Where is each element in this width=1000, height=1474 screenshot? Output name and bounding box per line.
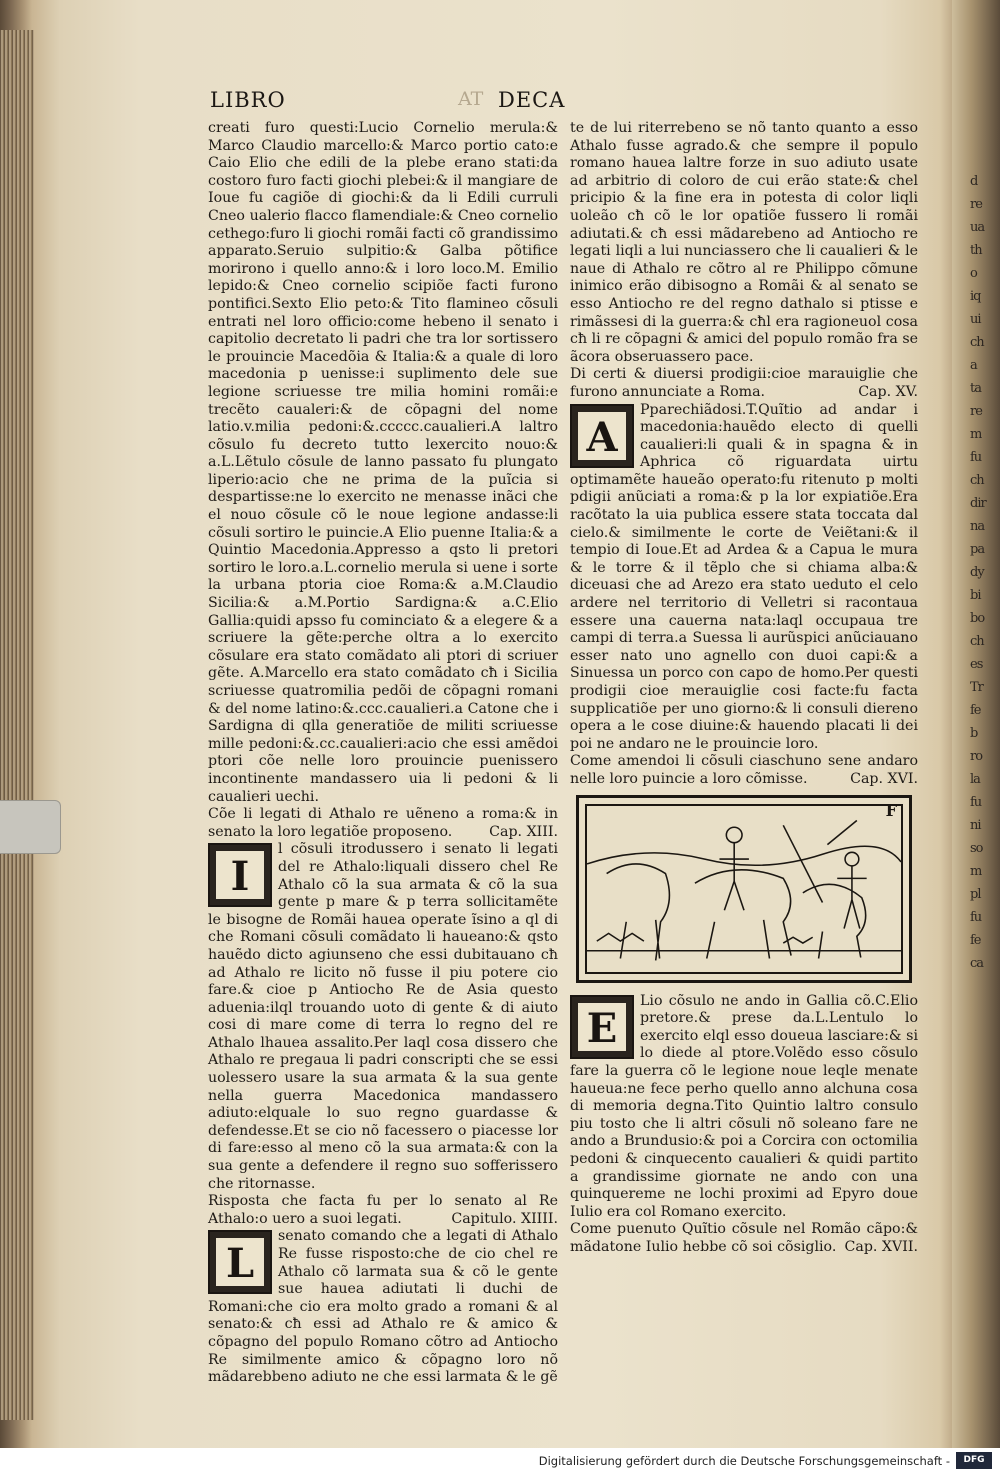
chapter-heading-text: Di certi & diuersi prodigii:cioe marauiglie che furono annunciate a Roma. bbox=[570, 366, 918, 400]
next-page-fragment: re bbox=[970, 404, 982, 419]
paragraph: Pparechiãdosi.T.Quĩtio ad andar i macedonia:hauẽdo electo di quelli caualieri:li quali & in spagna & in Aphrica cõ riguardata uirtu optimamẽte haueão operato:fu ritenuto p molti pdigii anũciati a roma:& p la lor expiatiõe.Era racõtato la uia publica essere stata toccata dal cielo.& similmente le corte de Veiẽtani:& il tempio di Ioue.Et ad Ardea & a Capua le mura & le torre & il tẽplo che si chiama alba:& diceuasi che ad Arezo era stato ueduto el celo ardere nel territorio di Velletri si racontaua essere una cauerna nata:laql occupaua tre campi di terra.a Suessa li aurũspici anũciauano esser nato uno agnello con duoi capi:& a Sinuessa un porco con capo de homo.Per questi prodigii cioe merauiglie cosi facte:fu facta supplicatiõe per uno giorno:& li consuli diereno opera a le cose diuine:& hauendo placati li dei poi ne andaro ne le prouincie loro. bbox=[570, 401, 918, 752]
next-page-fragment: so bbox=[970, 841, 983, 856]
next-page-fragment: re bbox=[970, 197, 982, 212]
header-show-through: AT bbox=[458, 88, 484, 110]
chapter-heading bbox=[570, 1221, 918, 1256]
next-page-fragment: bo bbox=[970, 611, 985, 626]
next-page-fragment: Tr bbox=[970, 680, 983, 695]
next-page-fragment: bi bbox=[970, 588, 981, 603]
next-page-fragment: fu bbox=[970, 910, 982, 925]
chapter-number: Cap. XVII. bbox=[844, 1238, 918, 1255]
chapter-heading bbox=[208, 806, 558, 841]
next-page-fragment: es bbox=[970, 657, 983, 672]
drop-cap bbox=[570, 995, 634, 1059]
drop-cap-letter: E bbox=[578, 1003, 626, 1051]
next-page-fragment: fu bbox=[970, 450, 982, 465]
dfg-logo: DFG bbox=[956, 1452, 992, 1469]
next-page-fragment: b bbox=[970, 726, 978, 741]
drop-cap-letter: L bbox=[216, 1238, 264, 1286]
right-column bbox=[570, 120, 918, 1256]
next-page-fragment: la bbox=[970, 772, 980, 787]
woodcut-letter: F bbox=[885, 800, 897, 820]
chapter-heading-text: Risposta che facta fu per lo senato al Re Athalo:o uero a suoi legati. bbox=[208, 1193, 558, 1227]
next-page-fragment: ua bbox=[970, 220, 985, 235]
drop-cap-letter: A bbox=[578, 412, 626, 460]
chapter-heading bbox=[570, 366, 918, 401]
next-page-fragments bbox=[970, 170, 998, 990]
next-page-fragment: ro bbox=[970, 749, 983, 764]
next-page-fragment: ni bbox=[970, 818, 981, 833]
next-page-fragment: dir bbox=[970, 496, 986, 511]
next-page-fragment: dy bbox=[970, 565, 984, 580]
footer-bar bbox=[0, 1448, 1000, 1474]
next-page-fragment: ca bbox=[970, 956, 984, 971]
drop-cap bbox=[570, 404, 634, 468]
chapter-number: Capitulo. XIIII. bbox=[451, 1210, 558, 1227]
page-edges-left bbox=[0, 30, 34, 1420]
next-page-fragment: pa bbox=[970, 542, 985, 557]
next-page-fragment: pl bbox=[970, 887, 981, 902]
next-page-fragment: fe bbox=[970, 933, 981, 948]
chapter-heading-text: Come amendoi li cõsuli ciaschuno sene andaro nelle loro puincie a loro cõmisse. bbox=[570, 753, 918, 787]
drop-cap bbox=[208, 1230, 272, 1294]
chapter-heading-text: Come puenuto Quĩtio cõsule nel Romão cãpo:& mãdatone Iulio hebbe cõ soi cõsiglio. bbox=[570, 1221, 918, 1255]
header-deca: DECA bbox=[498, 88, 566, 112]
paragraph: senato comando che a legati di Athalo Re fusse risposto:che de cio chel re Athalo cõ larmata sua & cõ le gente sue hauea adiutati li duchi de Romani:che cio era molto grado a romani & al senato:& cħ essi ad Athalo re & amico & cõpagno del populo Romano cõtro ad Antiocho Re similmente amico & cõpagno loro nõ mãdarebbeno adiuto ne che essi larmata & le gẽ bbox=[208, 1228, 558, 1386]
next-page-fragment: m bbox=[970, 427, 982, 442]
left-column bbox=[208, 120, 558, 1387]
next-page-fragment: fu bbox=[970, 795, 982, 810]
chapter-heading bbox=[570, 753, 918, 788]
bookmark-tab bbox=[0, 800, 61, 854]
woodcut-scene bbox=[585, 800, 903, 974]
drop-cap bbox=[208, 843, 272, 907]
footer-credit: Digitalisierung gefördert durch die Deutsche Forschungsgemeinschaft - bbox=[538, 1454, 950, 1468]
woodcut-illustration bbox=[576, 795, 912, 983]
chapter-number: Cap. XV. bbox=[858, 383, 918, 400]
next-page-fragment: a bbox=[970, 358, 977, 373]
next-page-fragment: fe bbox=[970, 703, 981, 718]
chapter-number: Cap. XIII. bbox=[489, 823, 558, 840]
chapter-heading-text: Cõe li legati di Athalo re uẽneno a roma:& in senato la loro legatiõe proposeno. bbox=[208, 806, 558, 840]
paragraph: l cõsuli itrodussero i senato li legati del re Athalo:liquali dissero chel Re Athalo cõ la sua armata & cõ la sua gente p mare & p terra sollicitamẽte le bisogne de Romãi hauea operate ĩsino a ql di che Romani cõsuli comãdato li haueano:& qsto hauẽdo dicto agiunseno che essi dubitauano cħ ad Athalo re licito nõ fusse il piu potere cio fare.& cioe p Antiocho Re de Asia questo aduenia:ilql trouando uoto di gente & di aiuto cosi di mare come di terra lo regno del re Athalo lhauea assalito.Per laql cosa dissero che Athalo re pregaua li padri conscripti che se essi uolessero usare la sua armata & la sua gente nella guerra Macedonica mandassero adiuto:elquale lo suo regno guardasse & defendesse.Et se cio nõ facessero o piacesse lor di fare:esso al meno cõ la sua armata:& con la sua gente a defendere il regno suo sofferissero che ritornasse. bbox=[208, 841, 558, 1192]
paragraph: te de lui riterrebeno se nõ tanto quanto a esso Athalo fusse agrado.& che sempre il populo romano hauea laltre forze in suo adiuto usate ad arbitrio di coloro de cui erão state:& chel pricipio & la fine era in potesta di color liqli uoleão cħ cõ le lor opatiõe fussero li romãi adiutati.& cħ essi mãdarebeno ad Antiocho re legati liqli a lui nunciassero che li caualieri & le naue di Athalo re cõtro al re Philippo cõmune inimico erão dibisogno a Romãi & al senato se esso Antiocho re del regno dathalo si ptisse e rimãssesi di la guerra:& cħl era ragioneuol cosa cħ li re cõpagni & amici del populo romão fra se ãcora obseruassero pace. bbox=[570, 120, 918, 365]
paragraph: creati furo questi:Lucio Cornelio merula:& Marco Claudio marcello:& Marco portio cato:e Caio Elio che edili de la plebe erano stati:da costoro furo facti giochi plebei:& il mangiare de Ioue fu cagiõe di giochi:& da li Edili curruli Cneo ualerio flacco flamendiale:& Cneo cornelio cethego:furo li giochi romãi facti cõ grandissimo apparato.Seruio sulpitio:& Galba põtifice morirono i quello anno:& i loro loco.M. Emilio lepido:& Cneo cornelio scipiõe facti furono pontifici.Sexto Elio peto:& Tito flamineo cõsuli entrati nel loro officio:come hebeno il senato i capitolio decretato li padri che tra lor sortissero le prouincie Macedõia & Italia:& a quale di loro macedonia p uenisse:i suplimento dele sue legione scriuesse tre milia homini romãi:e trecẽto caualeri:& de cõpagni del nome latio.v.milia pedoni:&.ccccc.caualieri.A laltro cõsulo fu decreto tutto lexercito nouo:& a.L.Lẽtulo cõsule de lanno passato fu plungato liperio:acio che ne prima de la puĩcia si despartisse:ne lo exercito ne menasse inãci che el nouo cõsule cõ le noue legione andasse:li cõsuli sortiro le puincie.A Elio puenne Italia:& a Quintio Macedonia.Appresso a qsto li pretori sortiro le loro.a.L.cornelio merula si uene i sorte la urbana ptoria cioe Roma:& a.M.Claudio Sicilia:& a.M.Portio Sardigna:& a.C.Elio Gallia:quidi apsso fu cominciato & a elegere & a scriuere la gẽte:perche oltra a lo exercito cõsulare era stato comãdato ali ptori di scriuer gẽte. A.Marcello era stato comãdato cħ i Sicilia scriuesse quatromilia pedõi de cõpagni romani & del nome latino:&.ccc.caualieri.a Catone che i Sardigna di qlla generatiõe de militi scriuesse mille pedoni:&.cc.caualieri:acio che essi amẽdoi ptori cõe nelle loro prouincie puenissero incontinente mandassero uia li pedoni & li caualieri uechi. bbox=[208, 120, 558, 805]
next-page-fragment: o bbox=[970, 266, 977, 281]
next-page-fragment: d bbox=[970, 174, 978, 189]
next-page-fragment: m bbox=[970, 864, 982, 879]
next-page-fragment: ta bbox=[970, 381, 981, 396]
running-header bbox=[210, 88, 930, 118]
next-page-fragment: na bbox=[970, 519, 985, 534]
horsemen-woodcut-icon bbox=[587, 806, 901, 972]
next-page-fragment: iq bbox=[970, 289, 981, 304]
drop-cap-letter: I bbox=[216, 851, 264, 899]
next-page-fragment: th bbox=[970, 243, 982, 258]
chapter-number: Cap. XVI. bbox=[850, 770, 918, 787]
paragraph: Lio cõsulo ne ando in Gallia cõ.C.Elio pretore.& prese da.L.Lentulo lo exercito elql esso doueua lasciare:& si lo diede al ptore.Volẽdo esso cõsulo fare la guerra cõ le legione noue leqle menate haueua:ne fece perho quello anno alchuna cosa di memoria degna.Tito Quintio laltro consulo piu tosto che li altri cõsuli nõ soleano fare ne ando a Brundusio:& poi a Corcira con octomilia pedoni & cinquecento caualieri & quidi partito a grandissime giornate ne ando con una quinquereme ne lochi proximi ad Epyro doue Iulio era col Romano exercito. bbox=[570, 992, 918, 1220]
next-page-fragment: ch bbox=[970, 335, 984, 350]
header-libro: LIBRO bbox=[210, 88, 286, 112]
next-page-fragment: ch bbox=[970, 634, 984, 649]
chapter-heading bbox=[208, 1193, 558, 1228]
next-page-fragment: ui bbox=[970, 312, 981, 327]
next-page-fragment: ch bbox=[970, 473, 984, 488]
